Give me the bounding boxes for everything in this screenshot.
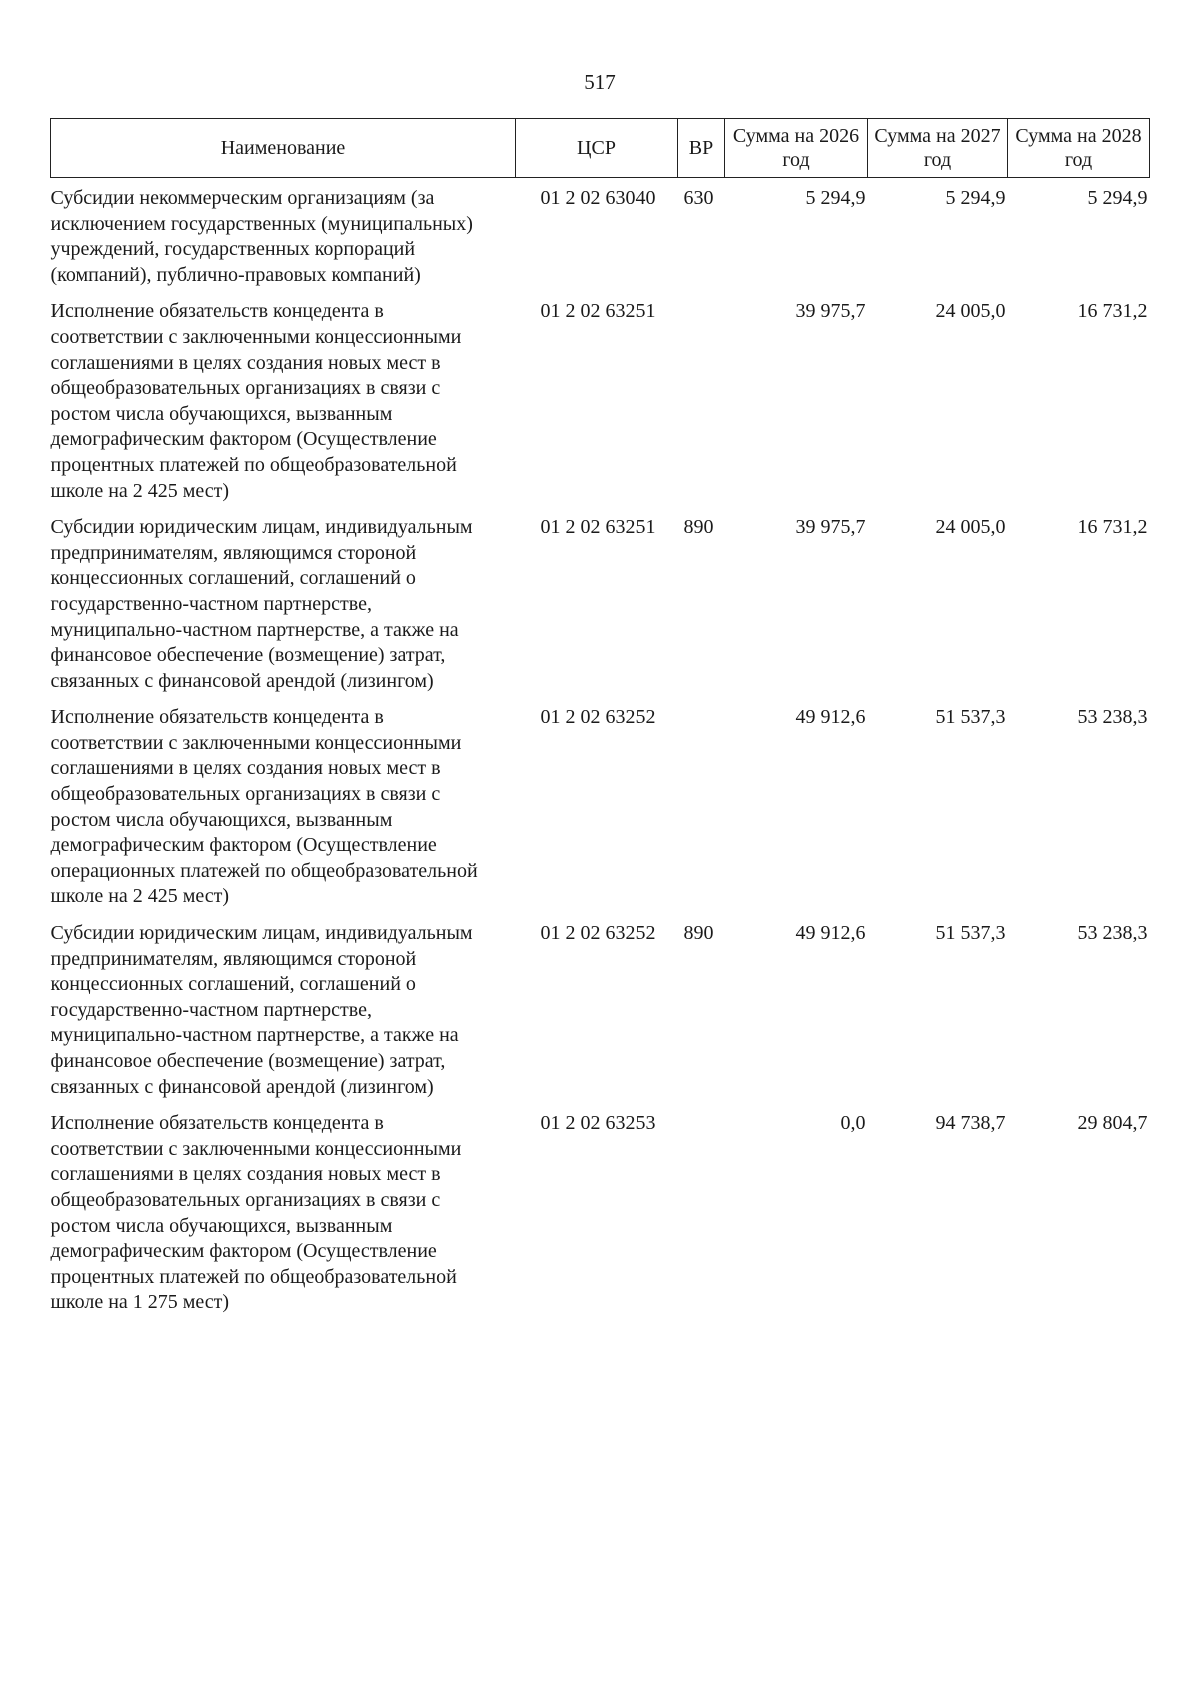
table-row [51, 291, 1150, 507]
row-sum-2026: 39 975,7 [795, 300, 866, 323]
row-sum-2027: 24 005,0 [935, 300, 1006, 323]
header-sum-2028: Сумма на 2028 год [1008, 119, 1150, 178]
row-sum-2026: 49 912,6 [795, 922, 866, 945]
row-sum-2027: 51 537,3 [935, 706, 1006, 729]
row-sum-2028: 16 731,2 [1077, 300, 1148, 323]
row-sum-2027: 24 005,0 [935, 516, 1006, 539]
row-name: Субсидии юридическим лицам, индивидуальным предпринимателям, являющимся стороной концессионных соглашений, соглашений о государственно-частном партнерстве, муниципально-частном партнерстве, а также на финансовое обеспечение (возмещение) затрат, связанных с финансовой арендой (лизингом) [50, 516, 473, 692]
row-sum-2028: 53 238,3 [1077, 706, 1148, 729]
row-vr: 630 [683, 187, 714, 209]
table-row [51, 697, 1150, 913]
row-vr: 890 [683, 922, 714, 945]
row-name: Исполнение обязательств концедента в соответствии с заключенными концессионными соглашениями в целях создания новых мест в общеобразовательных организациях в связи с ростом числа обучающихся, вызванным демографическим фактором (Осуществление процентных платежей по общеобразовательной школе на 2 425 мест) [50, 300, 462, 502]
header-sum-2027: Сумма на 2027 год [868, 119, 1008, 178]
row-sum-2027: 5 294,9 [945, 187, 1006, 209]
table-row [51, 178, 1150, 292]
row-sum-2026: 5 294,9 [805, 187, 866, 209]
row-sum-2028: 29 804,7 [1077, 1112, 1148, 1135]
table-row [51, 913, 1150, 1103]
row-vr [678, 291, 725, 507]
row-csr: 01 2 02 63252 [540, 706, 656, 729]
row-csr: 01 2 02 63252 [540, 922, 656, 945]
row-name: Исполнение обязательств концедента в соответствии с заключенными концессионными соглашениями в целях создания новых мест в общеобразовательных организациях в связи с ростом числа обучающихся, вызванным демографическим фактором (Осуществление процентных платежей по общеобразовательной школе на 1 275 мест) [50, 1112, 462, 1314]
row-csr: 01 2 02 63040 [540, 187, 656, 209]
row-name: Субсидии некоммерческим организациям (за исключением государственных (муниципальных) учреждений, государственных корпораций (компаний), публично-правовых компаний) [50, 187, 473, 286]
row-sum-2026: 39 975,7 [795, 516, 866, 539]
row-sum-2028: 16 731,2 [1077, 516, 1148, 539]
row-sum-2026: 0,0 [840, 1112, 866, 1135]
row-name: Субсидии юридическим лицам, индивидуальным предпринимателям, являющимся стороной концессионных соглашений, соглашений о государственно-частном партнерстве, муниципально-частном партнерстве, а также на финансовое обеспечение (возмещение) затрат, связанных с финансовой арендой (лизингом) [50, 922, 473, 1098]
header-vr: ВР [678, 119, 725, 178]
row-csr: 01 2 02 63251 [540, 516, 656, 539]
row-vr [678, 1103, 725, 1319]
row-csr: 01 2 02 63251 [540, 300, 656, 323]
row-sum-2027: 51 537,3 [935, 922, 1006, 945]
row-sum-2027: 94 738,7 [935, 1112, 1006, 1135]
header-name: Наименование [51, 119, 516, 178]
header-csr: ЦСР [516, 119, 678, 178]
row-sum-2026: 49 912,6 [795, 706, 866, 729]
row-csr: 01 2 02 63253 [540, 1112, 656, 1135]
row-sum-2028: 5 294,9 [1087, 187, 1148, 209]
row-vr: 890 [683, 516, 714, 539]
row-sum-2028: 53 238,3 [1077, 922, 1148, 945]
page-number: 517 [584, 70, 616, 94]
header-sum-2026: Сумма на 2026 год [725, 119, 868, 178]
budget-table [50, 118, 1150, 1319]
table-header-row [51, 119, 1150, 178]
row-vr [678, 697, 725, 913]
table-row [51, 1103, 1150, 1319]
row-name: Исполнение обязательств концедента в соответствии с заключенными концессионными соглашениями в целях создания новых мест в общеобразовательных организациях в связи с ростом числа обучающихся, вызванным демографическим фактором (Осуществление операционных платежей по общеобразовательной школе на 2 425 мест) [50, 706, 478, 908]
table-row [51, 507, 1150, 697]
